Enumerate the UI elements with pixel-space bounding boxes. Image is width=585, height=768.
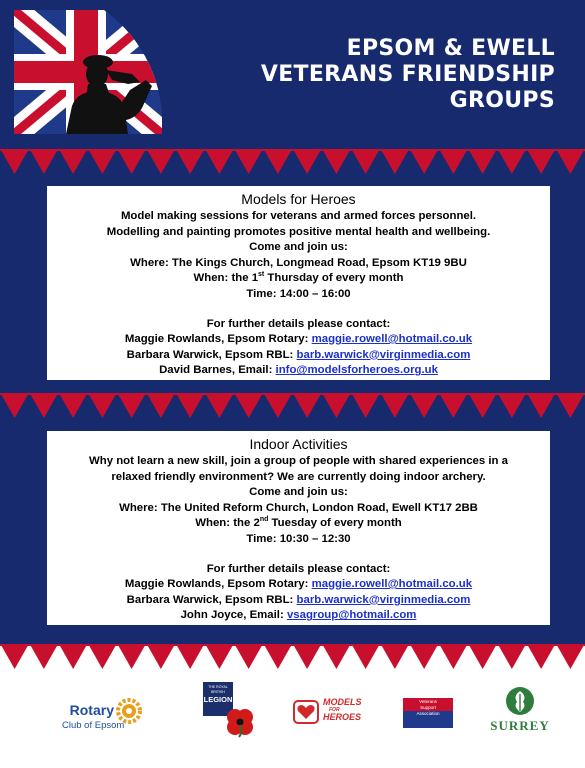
- bunting-pennant: [528, 645, 555, 669]
- vsa-line: Support: [420, 705, 436, 710]
- contact-line: Barbara Warwick, Epsom RBL: barb.warwick@virginmedia.com: [126, 348, 471, 361]
- bunting-pennant: [440, 645, 467, 669]
- title-line: GROUPS: [449, 88, 555, 113]
- bunting-pennant: [177, 645, 204, 669]
- bunting-pennant: [1, 394, 28, 418]
- email-link[interactable]: barb.warwick@virginmedia.com: [296, 593, 471, 606]
- bunting-pennant: [30, 394, 57, 418]
- section-heading: Models for Heroes: [241, 191, 356, 207]
- bunting-pennant: [177, 150, 204, 174]
- bunting-string: [0, 149, 585, 151]
- models-for-heroes-logo: [293, 698, 373, 734]
- bunting-pennant: [440, 150, 467, 174]
- title-line: VETERANS FRIENDSHIP: [260, 62, 555, 87]
- venue-line: Where: The United Reform Church, London Road, Ewell KT17 2BB: [119, 501, 478, 514]
- bunting-pennant: [118, 645, 145, 669]
- description-line: relaxed friendly environment? We are currently doing indoor archery.: [111, 470, 486, 483]
- vsa-line: Veterans: [419, 699, 437, 704]
- contact-line: David Barnes, Email: info@modelsforheroes.org.uk: [159, 364, 438, 377]
- bunting-pennant: [469, 645, 496, 669]
- bunting-pennant: [235, 645, 262, 669]
- venue-line: Where: The Kings Church, Longmead Road, Epsom KT19 9BU: [130, 256, 467, 269]
- bunting-pennant: [323, 394, 350, 418]
- description-line: Modelling and painting promotes positive mental health and wellbeing.: [106, 225, 491, 238]
- bunting-pennant: [352, 394, 379, 418]
- bunting-string: [0, 644, 585, 646]
- bunting-pennant: [147, 645, 174, 669]
- bunting-pennant: [381, 150, 408, 174]
- bunting-middle-icon: [0, 393, 585, 419]
- email-link[interactable]: maggie.rowell@hotmail.co.uk: [311, 578, 473, 591]
- mfh-line: FOR: [329, 707, 340, 713]
- bunting-pennant: [206, 394, 233, 418]
- bunting-pennant: [60, 150, 87, 174]
- royal-british-legion-logo: [203, 682, 259, 752]
- bunting-pennant: [30, 150, 57, 174]
- email-link[interactable]: barb.warwick@virginmedia.com: [296, 348, 471, 361]
- vsa-line: Association: [416, 711, 440, 716]
- bunting-pennant: [411, 150, 438, 174]
- legion-small-text: THE ROYAL BRITISH: [208, 685, 228, 694]
- mfh-line: MODELS: [323, 697, 362, 707]
- bunting-pennant: [118, 150, 145, 174]
- bunting-pennant: [323, 150, 350, 174]
- bunting-pennant: [381, 394, 408, 418]
- rotary-logo: [62, 696, 152, 736]
- time-line: Time: 14:00 – 16:00: [246, 287, 351, 300]
- indoor-activities-card: [47, 431, 550, 625]
- poppy-icon: [225, 706, 255, 738]
- bunting-pennant: [352, 645, 379, 669]
- bunting-pennant: [1, 150, 28, 174]
- union-flag-icon: [14, 10, 162, 134]
- mfh-line: HEROES: [323, 712, 362, 722]
- heart-shield-icon: [293, 700, 319, 724]
- legion-wordmark: LEGION: [203, 695, 233, 704]
- bunting-pennant: [235, 394, 262, 418]
- bunting-pennant: [294, 394, 321, 418]
- bunting-pennant: [469, 150, 496, 174]
- bunting-pennant: [411, 645, 438, 669]
- bunting-pennant: [294, 150, 321, 174]
- title-line: EPSOM & EWELL: [346, 36, 555, 61]
- bunting-pennant: [89, 645, 116, 669]
- bunting-pennant: [440, 394, 467, 418]
- schedule-line: When: the 2nd Tuesday of every month: [195, 516, 402, 530]
- section-heading: Indoor Activities: [249, 436, 348, 452]
- time-line: Time: 10:30 – 12:30: [246, 532, 351, 545]
- contact-heading: For further details please contact:: [206, 562, 391, 575]
- veterans-support-association-logo: [403, 698, 453, 728]
- bunting-pennant: [469, 394, 496, 418]
- bunting-pennant: [60, 394, 87, 418]
- bunting-pennant: [498, 150, 525, 174]
- description-line: Model making sessions for veterans and armed forces personnel.: [120, 210, 477, 222]
- bunting-pennant: [294, 645, 321, 669]
- bunting-pennant: [264, 645, 291, 669]
- bunting-top-icon: [0, 149, 585, 175]
- rotary-club-name: Club of Epsom: [62, 720, 125, 731]
- bunting-pennant: [147, 150, 174, 174]
- models-for-heroes-card: [47, 186, 550, 380]
- bunting-pennant: [557, 394, 584, 418]
- email-link[interactable]: maggie.rowell@hotmail.co.uk: [311, 333, 473, 346]
- bunting-pennant: [147, 394, 174, 418]
- bunting-pennant: [30, 645, 57, 669]
- description-line: Why not learn a new skill, join a group of people with shared experiences in a: [88, 455, 508, 467]
- bunting-pennant: [498, 645, 525, 669]
- page-title: [195, 36, 555, 114]
- bunting-pennant: [498, 394, 525, 418]
- surrey-county-council-logo: [485, 686, 555, 738]
- rotary-wordmark: Rotary: [69, 702, 114, 718]
- bunting-pennant: [118, 394, 145, 418]
- bunting-pennant: [206, 645, 233, 669]
- surrey-wordmark: SURREY: [490, 718, 550, 733]
- contact-line: Maggie Rowlands, Epsom Rotary: maggie.rowell@hotmail.co.uk: [124, 578, 473, 591]
- join-line: Come and join us:: [249, 486, 348, 499]
- bunting-pennant: [411, 394, 438, 418]
- contact-line: Maggie Rowlands, Epsom Rotary: maggie.rowell@hotmail.co.uk: [124, 333, 473, 346]
- bunting-pennant: [557, 645, 584, 669]
- surrey-oak-leaf-icon: [505, 686, 535, 716]
- bunting-pennant: [60, 645, 87, 669]
- sponsor-logos: [0, 672, 585, 768]
- email-link[interactable]: info@modelsforheroes.org.uk: [275, 364, 438, 377]
- bunting-pennant: [352, 150, 379, 174]
- bunting-bottom-icon: [0, 644, 585, 670]
- bunting-pennant: [323, 645, 350, 669]
- contact-line: Barbara Warwick, Epsom RBL: barb.warwick@virginmedia.com: [126, 593, 471, 606]
- bunting-pennant: [528, 150, 555, 174]
- join-line: Come and join us:: [249, 241, 348, 254]
- bunting-pennant: [264, 150, 291, 174]
- bunting-pennant: [1, 645, 28, 669]
- bunting-pennant: [264, 394, 291, 418]
- bunting-pennant: [381, 645, 408, 669]
- contact-line: John Joyce, Email: vsagroup@hotmail.com: [180, 609, 417, 622]
- bunting-pennant: [528, 394, 555, 418]
- bunting-string: [0, 393, 585, 395]
- email-link[interactable]: vsagroup@hotmail.com: [286, 609, 417, 622]
- bunting-pennant: [89, 150, 116, 174]
- bunting-pennant: [206, 150, 233, 174]
- contact-heading: For further details please contact:: [206, 317, 391, 330]
- bunting-pennant: [89, 394, 116, 418]
- bunting-pennant: [557, 150, 584, 174]
- bunting-pennant: [235, 150, 262, 174]
- bunting-pennant: [177, 394, 204, 418]
- union-flag-soldier-graphic: [14, 10, 162, 134]
- schedule-line: When: the 1st Thursday of every month: [193, 271, 404, 285]
